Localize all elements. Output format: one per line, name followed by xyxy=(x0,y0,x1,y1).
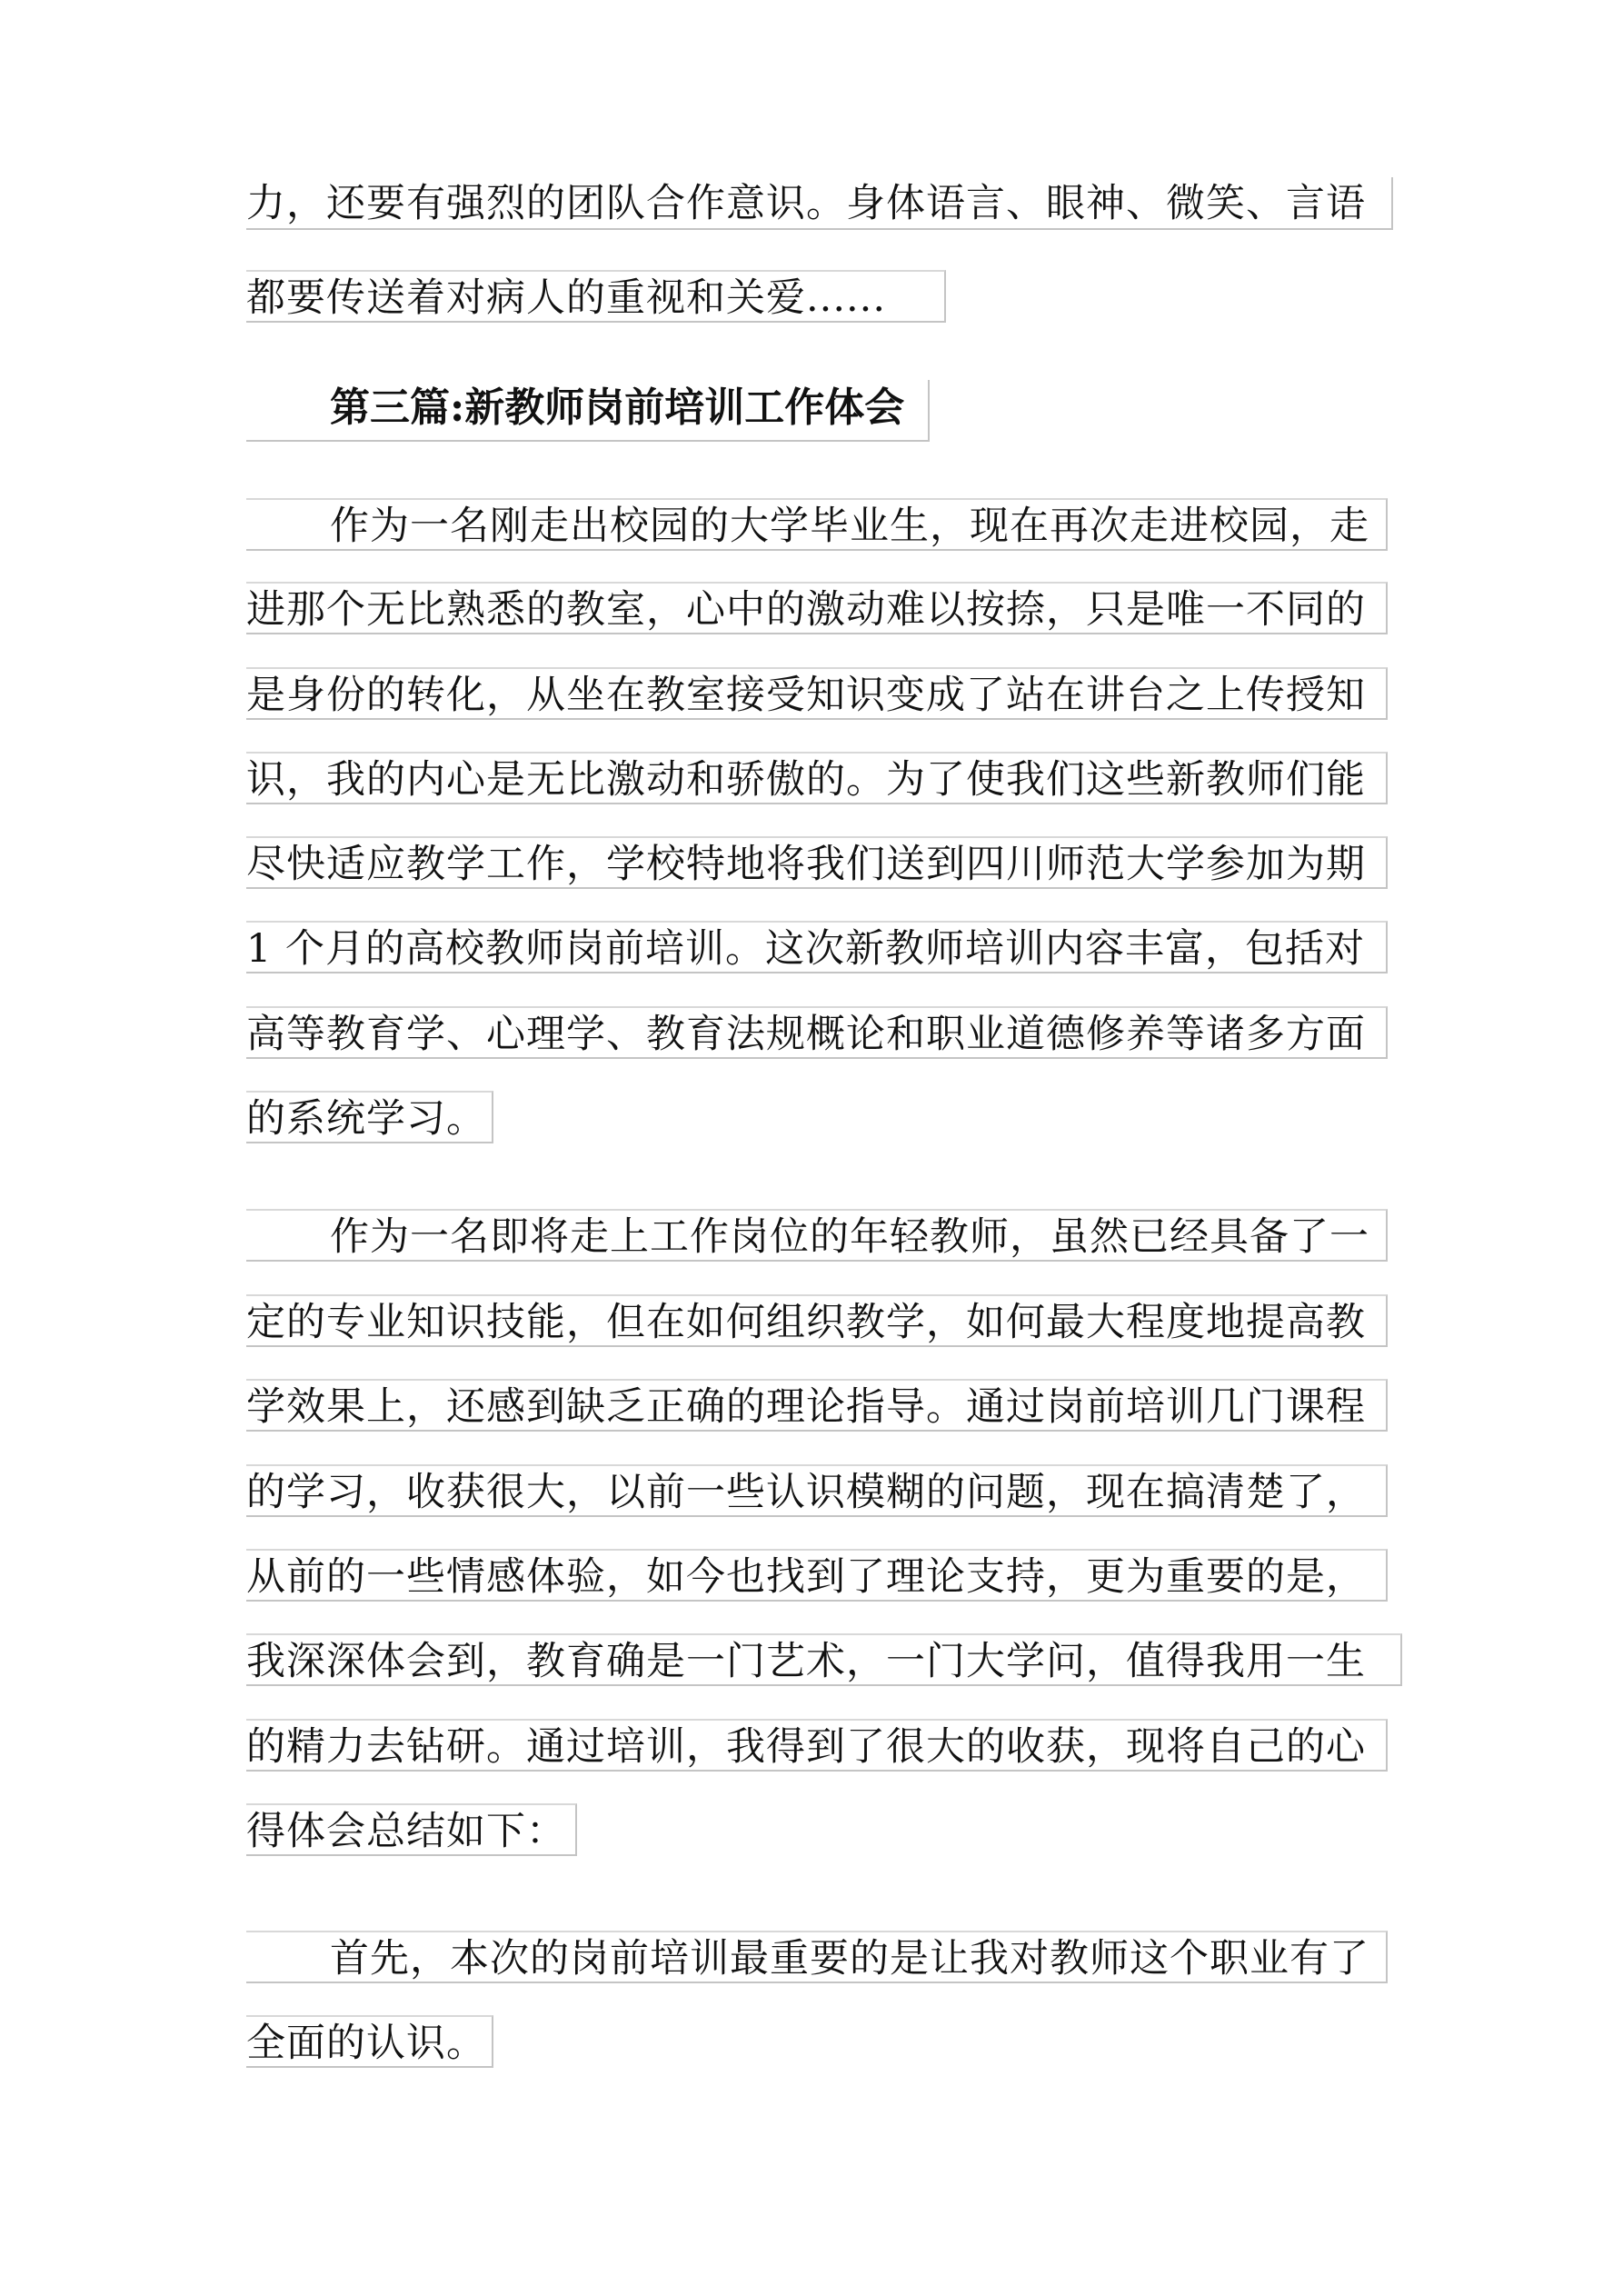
text-line: 高等教育学、心理学、教育法规概论和职业道德修养等诸多方面 xyxy=(246,1006,1388,1059)
text-line: 1 个月的高校教师岗前培训。这次新教师培训内容丰富，包括对 xyxy=(246,921,1388,973)
text-line: 的精力去钻研。通过培训，我得到了很大的收获，现将自己的心 xyxy=(246,1719,1388,1772)
paragraph-first-line: 作为一名即将走上工作岗位的年轻教师，虽然已经具备了一 xyxy=(246,1209,1388,1262)
text-line: 力，还要有强烈的团队合作意识。身体语言、眼神、微笑、言语 xyxy=(246,177,1393,230)
text-line: 进那个无比熟悉的教室，心中的激动难以按捺，只是唯一不同的 xyxy=(246,582,1388,634)
text-line: 学效果上，还感到缺乏正确的理论指导。通过岗前培训几门课程 xyxy=(246,1379,1388,1432)
text-line: 识，我的内心是无比激动和骄傲的。为了使我们这些新教师们能 xyxy=(246,752,1388,804)
text-line: 是身份的转化，从坐在教室接受知识变成了站在讲台之上传授知 xyxy=(246,667,1388,720)
text-line: 的系统学习。 xyxy=(246,1091,493,1143)
paragraph-first-line: 作为一名刚走出校园的大学毕业生，现在再次走进校园，走 xyxy=(246,498,1388,551)
text-line: 从前的一些情感体验，如今也找到了理论支持，更为重要的是， xyxy=(246,1549,1388,1602)
text-line: 我深深体会到，教育确是一门艺术，一门大学问，值得我用一生 xyxy=(246,1633,1402,1686)
text-line: 定的专业知识技能，但在如何组织教学，如何最大程度地提高教 xyxy=(246,1294,1388,1347)
paragraph-first-line: 首先，本次的岗前培训最重要的是让我对教师这个职业有了 xyxy=(246,1931,1388,1983)
text-line: 尽快适应教学工作，学校特地将我们送到四川师范大学参加为期 xyxy=(246,836,1388,889)
text-line: 得体会总结如下： xyxy=(246,1803,577,1856)
text-line: 都要传送着对病人的重视和关爱...... xyxy=(246,270,946,323)
text-line: 全面的认识。 xyxy=(246,2015,493,2068)
section-title: 第三篇:新教师岗前培训工作体会 xyxy=(246,380,930,442)
text-line: 的学习，收获很大，以前一些认识模糊的问题，现在搞清楚了， xyxy=(246,1464,1388,1517)
